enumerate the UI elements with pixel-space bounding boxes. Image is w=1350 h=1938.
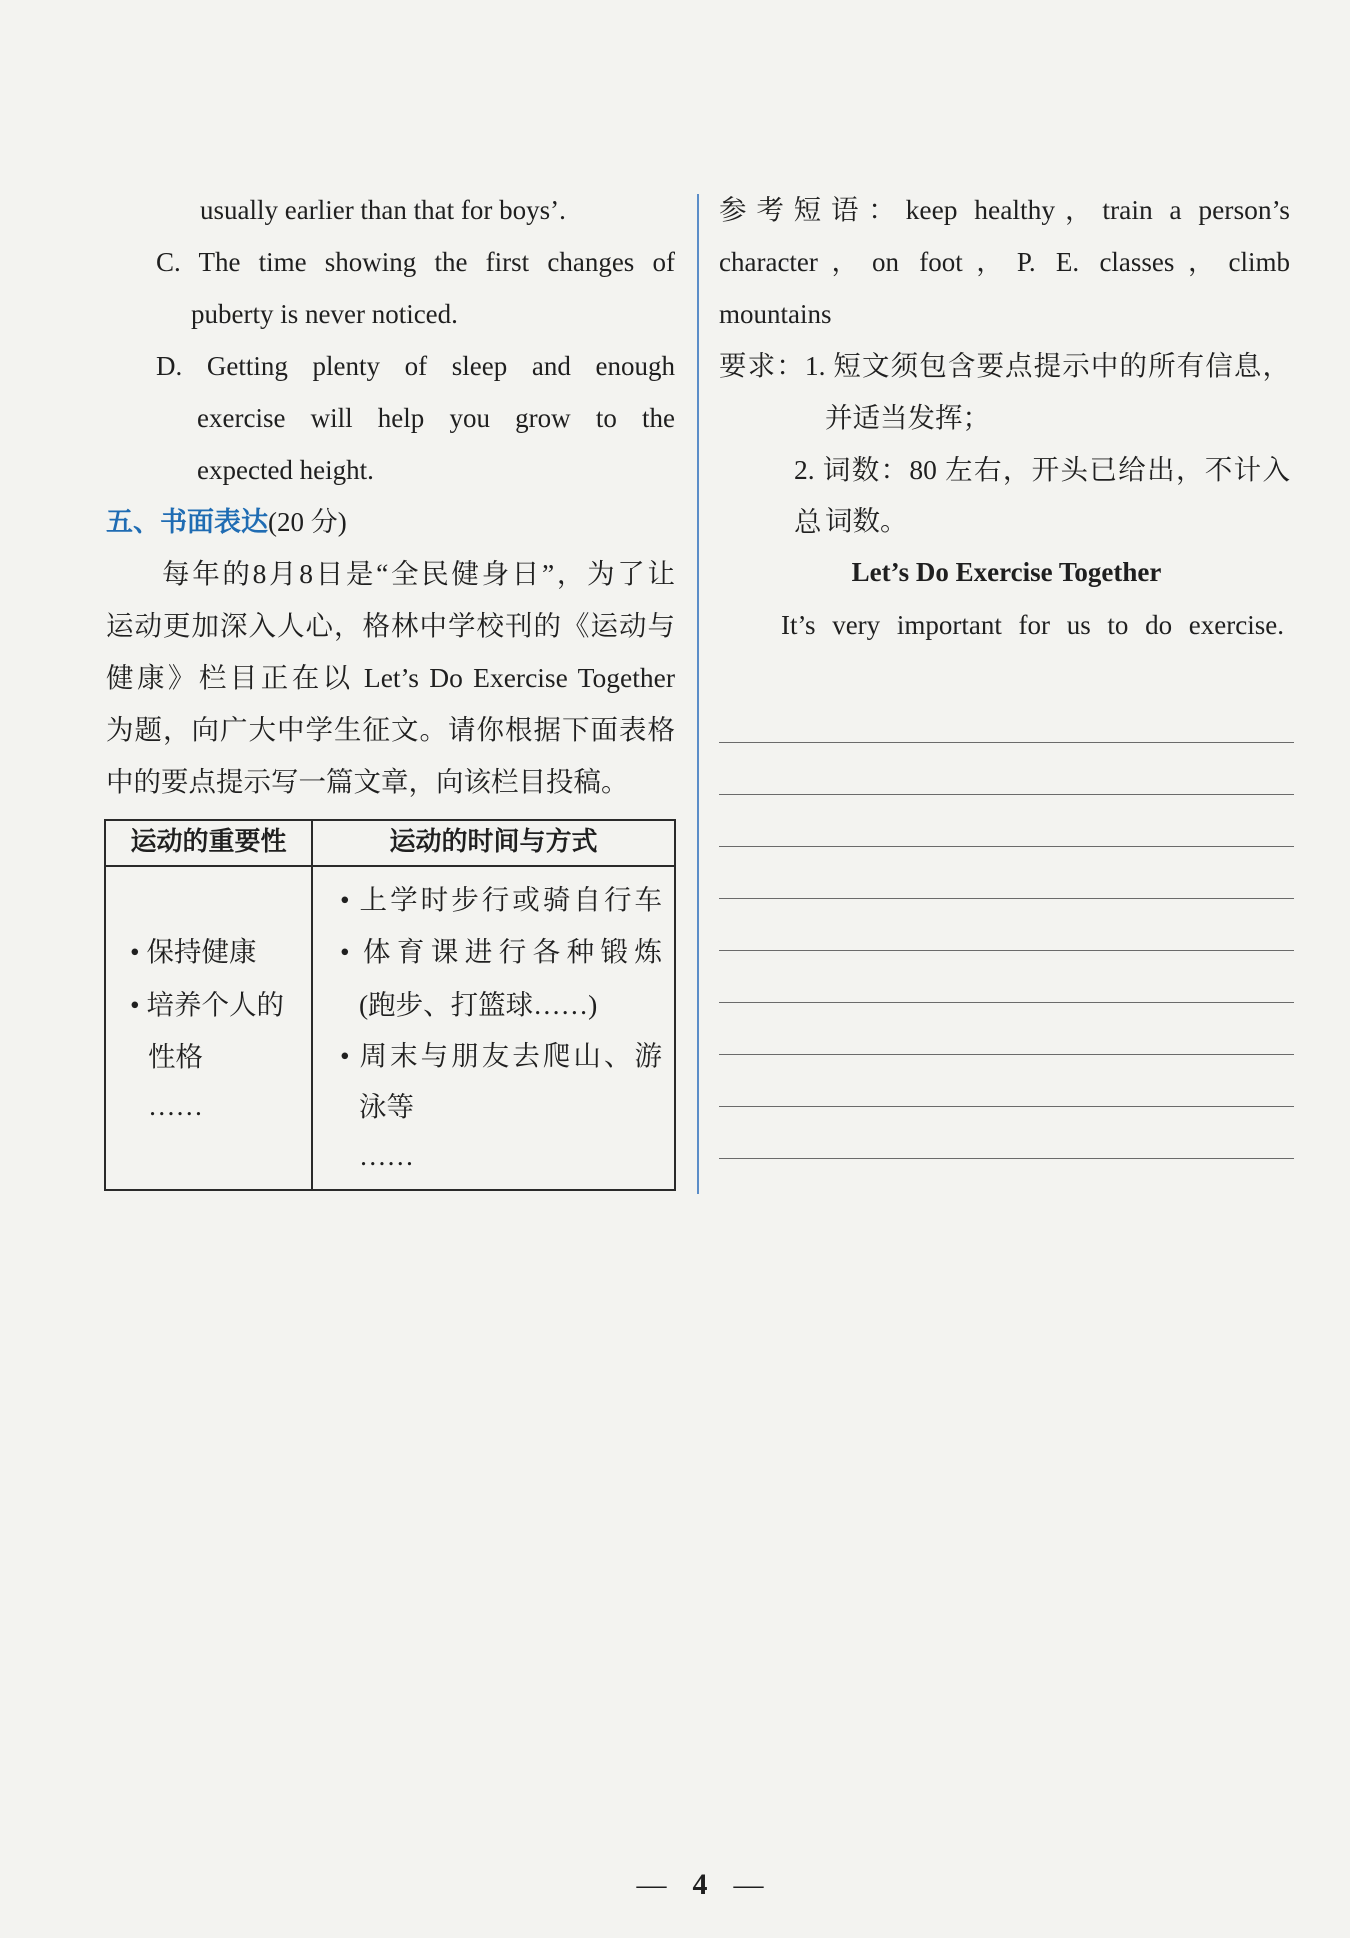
reference-phrases-line-3: mountains xyxy=(719,299,832,329)
prompt-line-2: 运动更加深入人心，格林中学校刊的《运动与 xyxy=(106,610,675,641)
table-cell-way-item: • 体育课进行各种锻炼 xyxy=(340,936,662,967)
reference-phrases-line-1: 参考短语：keep healthy，train a person’s xyxy=(719,194,1290,225)
prompt-line-5: 中的要点提示写一篇文章，向该栏目投稿。 xyxy=(106,766,629,797)
table-cell-importance-item: • 培养个人的 xyxy=(130,989,285,1020)
essay-opening-sentence: It’s very important for us to do exercise. xyxy=(781,610,1284,640)
requirement-2-line-1: 2. 词数：80 左右，开头已给出，不计入总 xyxy=(794,454,1290,537)
section-points: (20 分) xyxy=(268,507,347,537)
option-d-line-1: D. Getting plenty of sleep and enough xyxy=(156,351,675,381)
table-cell-way-item: • 上学时步行或骑自行车 xyxy=(340,884,662,915)
writing-line xyxy=(719,951,1294,1003)
option-b-continuation: usually earlier than that for boys’. xyxy=(200,195,566,225)
page-number-left-dash: — xyxy=(636,1868,667,1901)
option-d-line-2: exercise will help you grow to the xyxy=(197,403,675,433)
section-title: 五、书面表达 xyxy=(106,507,268,538)
option-c-line-2: puberty is never noticed. xyxy=(191,299,458,329)
table-cell-importance-ellipsis: …… xyxy=(148,1090,203,1121)
prompt-line-4: 为题，向广大中学生征文。请你根据下面表格 xyxy=(106,714,675,745)
writing-line xyxy=(719,847,1294,899)
table-header-importance: 运动的重要性 xyxy=(130,827,287,857)
table-cell-importance-item: • 保持健康 xyxy=(130,936,257,967)
writing-line xyxy=(719,743,1294,795)
table-column-divider xyxy=(311,819,313,1191)
table-cell-way-item: (跑步、打篮球……) xyxy=(359,989,598,1020)
writing-line xyxy=(719,795,1294,847)
writing-line xyxy=(719,691,1294,743)
reference-phrases-line-2: character，on foot，P. E. classes，climb xyxy=(719,247,1290,277)
writing-area xyxy=(719,639,1294,1159)
page-number-right-dash: — xyxy=(733,1868,764,1901)
table-cell-way-ellipsis: …… xyxy=(359,1140,414,1171)
prompt-line-3: 健康》栏目正在以 Let’s Do Exercise Together xyxy=(106,662,675,693)
table-cell-way-item: 泳等 xyxy=(359,1091,414,1122)
table-cell-importance-item: 性格 xyxy=(148,1041,203,1072)
writing-line xyxy=(719,899,1294,951)
essay-title: Let’s Do Exercise Together xyxy=(851,557,1162,587)
writing-line xyxy=(719,1055,1294,1107)
option-c-line-1: C. The time showing the first changes of xyxy=(156,247,675,277)
page-number-value: 4 xyxy=(692,1868,708,1901)
table-header-time-and-ways: 运动的时间与方式 xyxy=(389,827,598,857)
requirement-1-line-2: 并适当发挥； xyxy=(825,402,990,433)
writing-line xyxy=(719,1003,1294,1055)
option-d-line-3: expected height. xyxy=(197,455,374,485)
section-heading xyxy=(106,496,675,548)
column-divider xyxy=(697,194,699,1194)
requirement-2-line-2: 词数。 xyxy=(825,505,908,536)
prompt-line-1: 每年的8月8日是“全民健身日”，为了让 xyxy=(162,558,675,589)
page-number xyxy=(575,1860,825,1910)
table-cell-way-item: • 周末与朋友去爬山、游 xyxy=(340,1040,662,1071)
requirement-1-line-1: 要求：1. 短文须包含要点提示中的所有信息， xyxy=(719,350,1290,381)
writing-area-spacer xyxy=(719,639,1294,691)
writing-line xyxy=(719,1107,1294,1159)
